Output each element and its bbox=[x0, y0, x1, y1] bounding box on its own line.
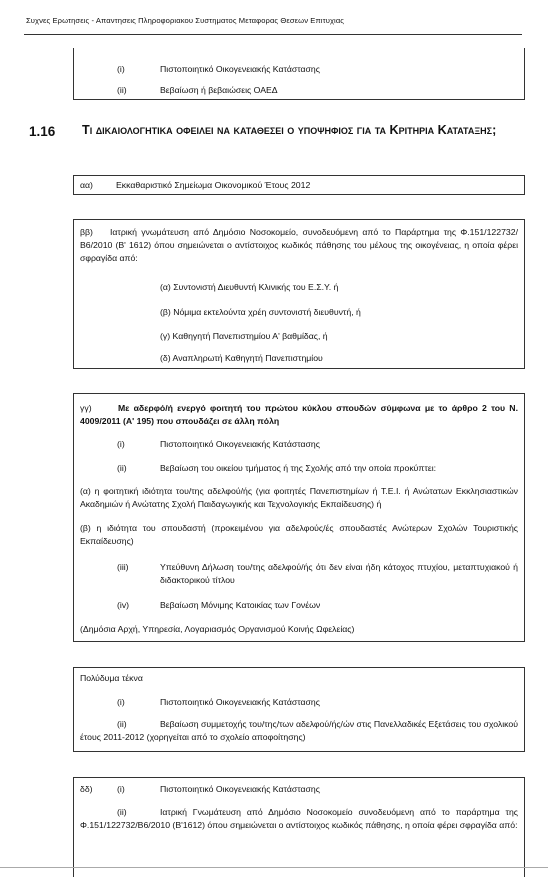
box-bb-item-d: (δ) Αναπληρωτή Καθηγητή Πανεπιστημίου bbox=[160, 353, 323, 363]
box-gg-para-a: (α) η φοιτητική ιδιότητα του/της αδελφού/ής (για φοιτητές Πανεπιστημίων ή Τ.Ε.Ι. ή Ανώτατων Εκκλησιαστικών Ακαδημιών ή Ανώτατης Σχολή Παιδαγωγικής και Τεχνολογικής Εκπαίδευσης) ή bbox=[80, 486, 518, 509]
box-poly-item-2-text: Βεβαίωση συμμετοχής του/της/των αδελφού/ής/ών στις Πανελλαδικές Εξετάσεις του σχολικού έτους 2011-2012 (χορηγείται από το σχολείο αποφοίτησης) bbox=[80, 719, 518, 742]
box-dd-item-2-text: Ιατρική Γνωμάτευση από Δημόσιο Νοσοκομείο συνοδευόμενη από το παράρτημα της Φ.151/122732/Β6/2010 (Β'1612) όπου σημειώνεται ο αντίστοιχος κωδικός πάθησης, η οποία φέρει σφραγίδα από: bbox=[80, 807, 518, 830]
section-title: Τι δικαιολογητικα οφειλει να καταθεσει ο υποψηφιος για τα Κριτηρια Καταταξης; bbox=[82, 123, 497, 137]
box-gg-item-2-text: Βεβαίωση του οικείου τμήματος ή της Σχολής από την οποία προκύπτει: bbox=[160, 463, 437, 473]
box-dd-item-1-text: Πιστοποιητικό Οικογενειακής Κατάστασης bbox=[160, 784, 320, 794]
box-bb-intro: Ιατρική γνωμάτευση από Δημόσιο Νοσοκομείο, συνοδευόμενη από το Παράρτημα της Φ.151/122732/Β6/2010 (Β' 1612) όπου σημειώνεται ο αντίστοιχος κωδικός πάθησης του μέλους της οικογένειας, η οποία φέρει σφραγίδα από: bbox=[80, 227, 518, 263]
box-bb-item-b: (β) Νόμιμα εκτελούντα χρέη συντονιστή διευθυντή, ή bbox=[160, 307, 361, 317]
box-gg-item-3-num: (iii) bbox=[117, 562, 129, 572]
box-gg-item-2-num: (ii) bbox=[117, 463, 127, 473]
box-gg-item-1-num: (i) bbox=[117, 439, 125, 449]
box-dd bbox=[73, 777, 525, 877]
box-gg-item-4-num: (iv) bbox=[117, 600, 130, 610]
box-poly-item-1-num: (i) bbox=[117, 697, 125, 707]
box-gg-item-4-text: Βεβαίωση Μόνιμης Κατοικίας των Γονέων bbox=[160, 600, 321, 610]
box-poly-item-2-num: (ii) bbox=[117, 719, 127, 729]
box-dd-label: δδ) bbox=[80, 784, 93, 794]
top-item-2-num: (ii) bbox=[117, 85, 127, 95]
box-gg-item-1-text: Πιστοποιητικό Οικογενειακής Κατάστασης bbox=[160, 439, 320, 449]
box-polydyma bbox=[73, 667, 525, 752]
box-gg-item-3-text: Υπεύθυνη Δήλωση του/της αδελφού/ής ότι δεν είναι ήδη κάτοχος πτυχίου, μεταπτυχιακού ή διδακτορικού τίτλου bbox=[160, 562, 518, 585]
top-item-1-text: Πιστοποιητικό Οικογενειακής Κατάστασης bbox=[160, 64, 320, 74]
box-gg-footer: (Δημόσια Αρχή, Υπηρεσία, Λογαριασμός Οργανισμού Κοινής Ωφελείας) bbox=[80, 624, 355, 634]
box-aa-text: Εκκαθαριστικό Σημείωμα Οικονομικού Έτους 2012 bbox=[116, 180, 311, 190]
page-header: Συχνες Ερωτησεις - Απαντησεις Πληροφοριακου Συστηματος Μεταφορας Θεσεων Επιτυχιας bbox=[26, 16, 345, 25]
box-bb-item-a: (α) Συντονιστή Διευθυντή Κλινικής του Ε.Σ.Υ. ή bbox=[160, 282, 339, 292]
box-poly-title: Πολύδυμα τέκνα bbox=[80, 673, 143, 683]
top-box bbox=[73, 48, 525, 100]
page-bottom-edge bbox=[0, 867, 548, 868]
section-number: 1.16 bbox=[29, 124, 56, 139]
box-gg-label: γγ) bbox=[80, 403, 92, 413]
box-aa bbox=[73, 175, 525, 195]
box-bb-label: ββ) bbox=[80, 227, 93, 237]
box-dd-item-2-num: (ii) bbox=[117, 807, 127, 817]
box-aa-label: αα) bbox=[80, 180, 93, 190]
box-poly-item-1-text: Πιστοποιητικό Οικογενειακής Κατάστασης bbox=[160, 697, 320, 707]
box-dd-item-1-num: (i) bbox=[117, 784, 125, 794]
box-bb bbox=[73, 219, 525, 369]
box-gg-para-b: (β) η ιδιότητα του σπουδαστή (προκειμένου για αδελφούς/ές σπουδαστές Ανώτερων Σχολών Τουριστικής Εκπαίδευσης) bbox=[80, 523, 518, 546]
top-item-2-text: Βεβαίωση ή βεβαιώσεις ΟΑΕΔ bbox=[160, 85, 278, 95]
box-bb-item-c: (γ) Καθηγητή Πανεπιστημίου Α' βαθμίδας, ή bbox=[160, 331, 328, 341]
box-gg-title: Με αδερφό/ή ενεργό φοιτητή του πρώτου κύκλου σπουδών σύμφωνα με το άρθρο 2 του Ν. 4009/2011 (Α' 195) που σπουδάζει σε άλλη πόλη bbox=[80, 403, 518, 426]
header-divider bbox=[24, 34, 522, 35]
box-gg bbox=[73, 393, 525, 642]
top-item-1-num: (i) bbox=[117, 64, 125, 74]
